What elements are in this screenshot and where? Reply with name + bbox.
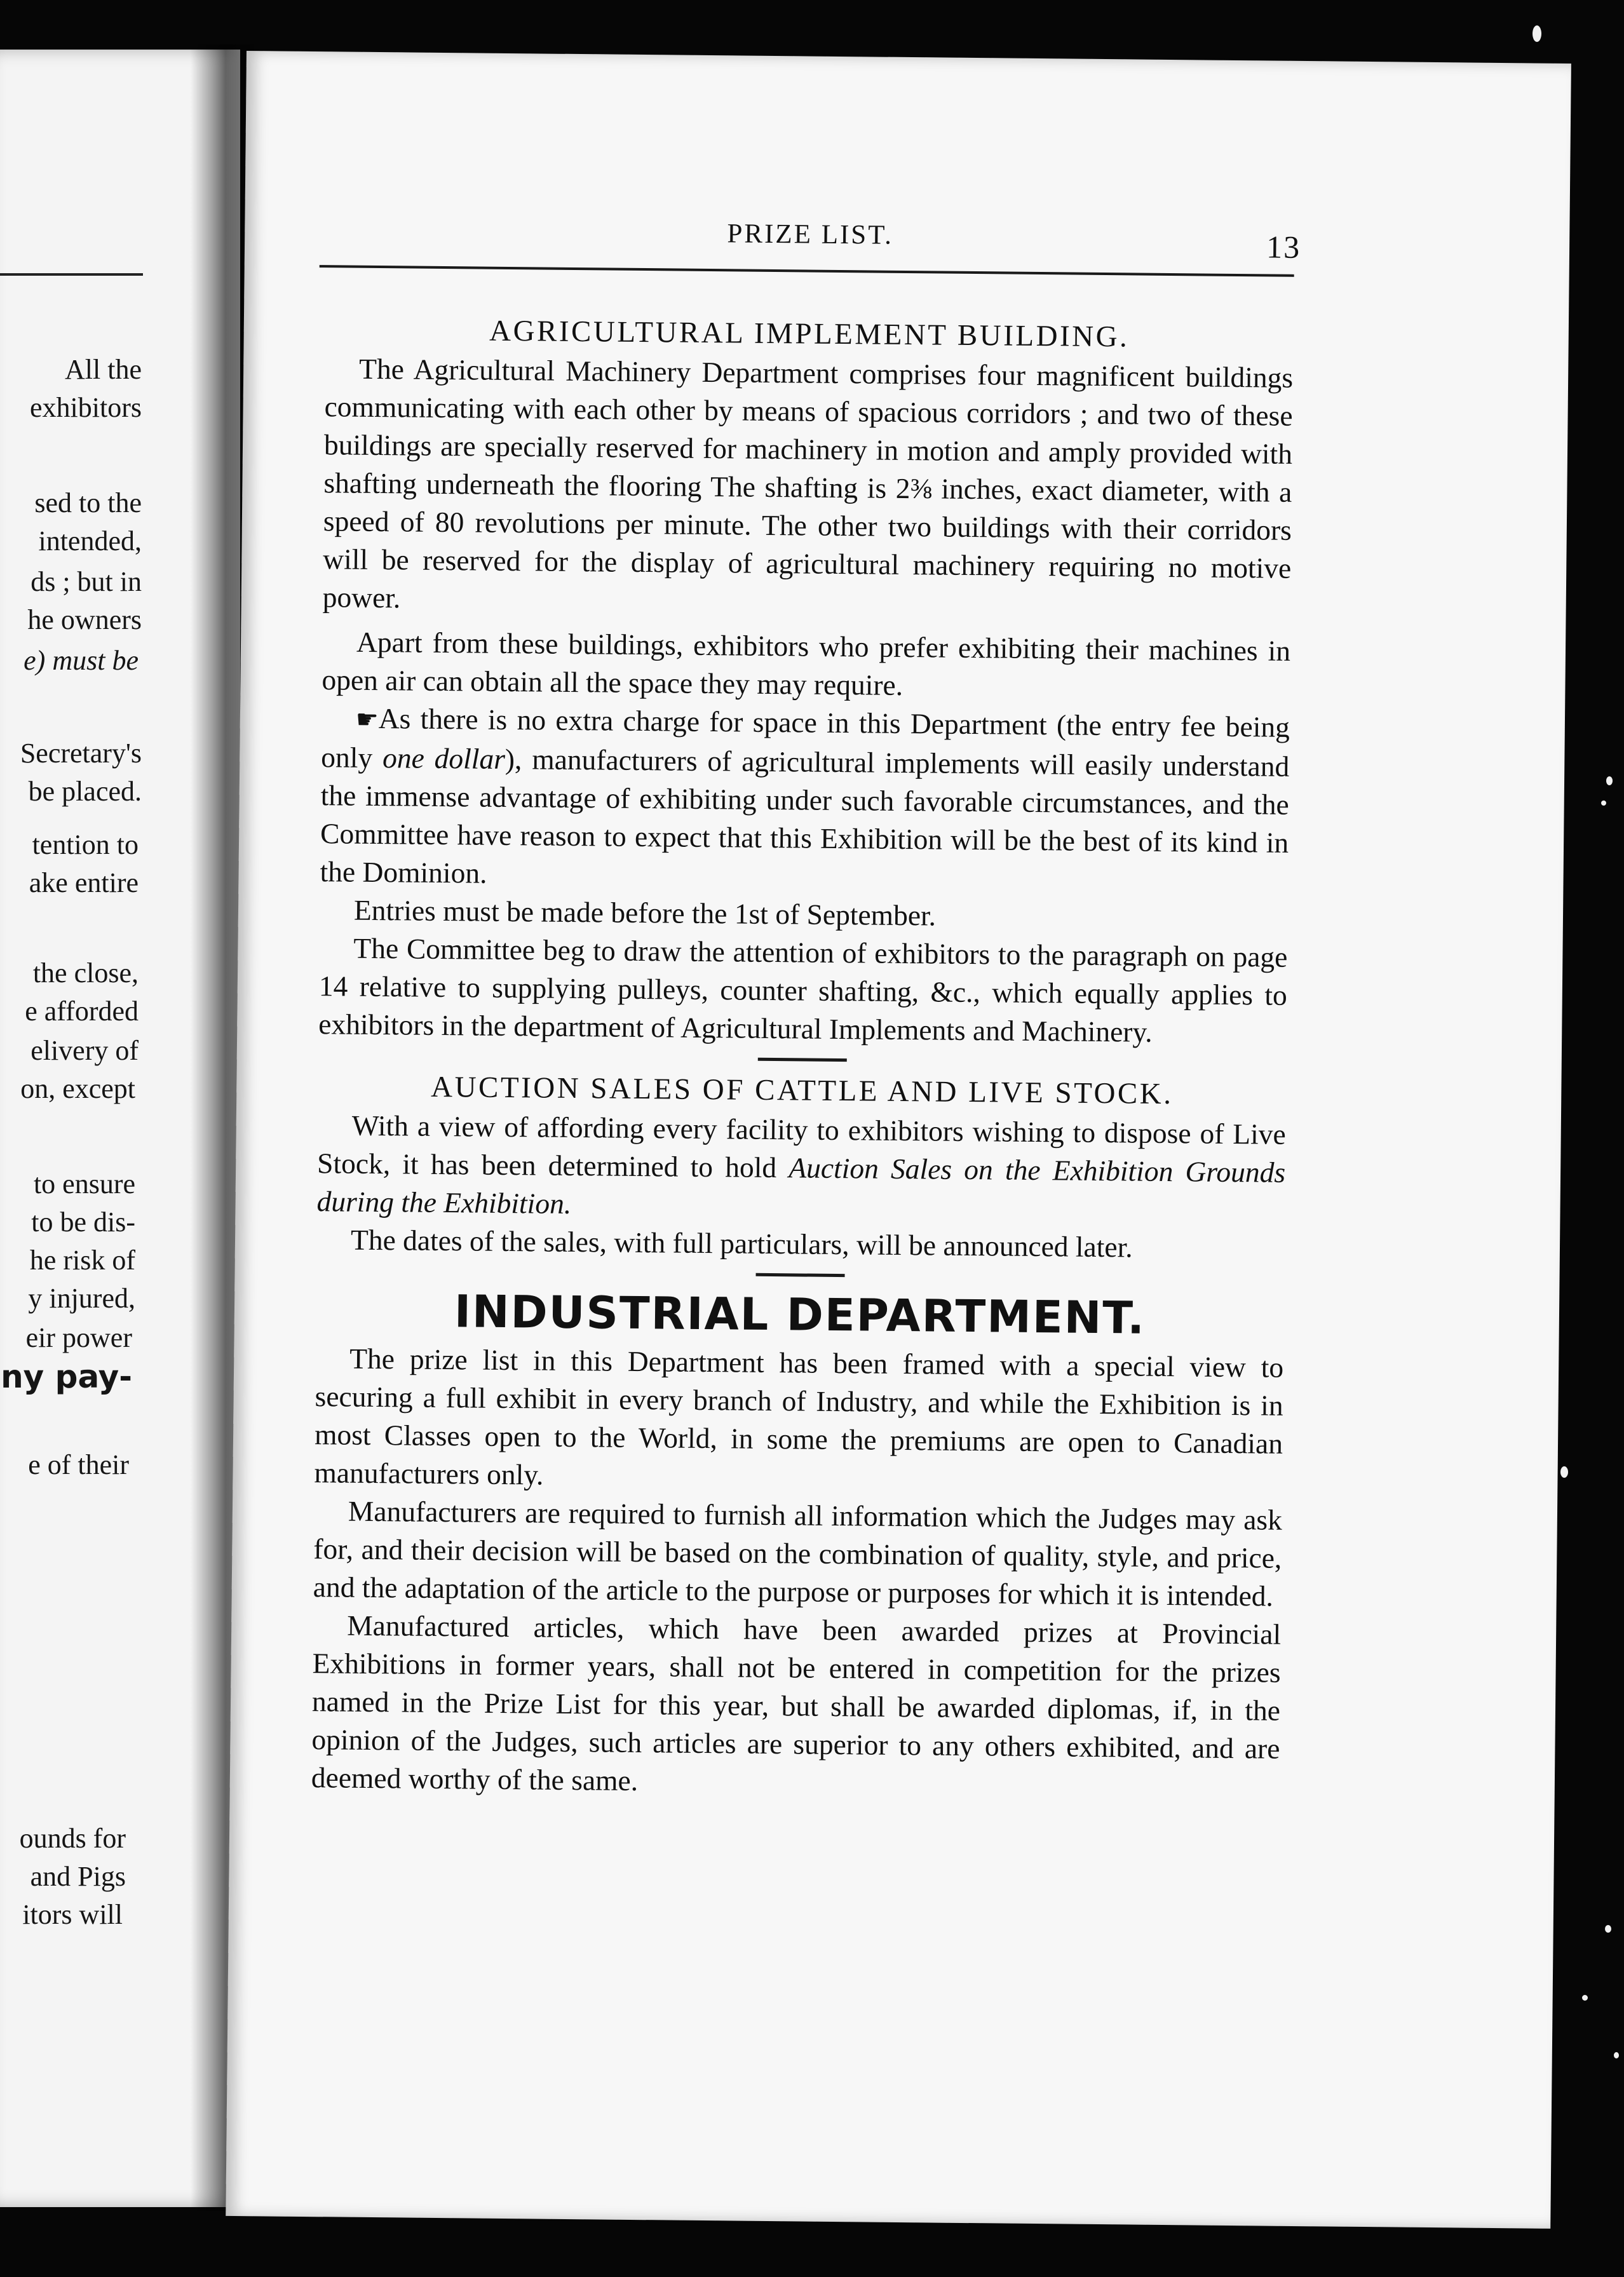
left-page-line: ake entire (29, 867, 139, 898)
left-page-line: elivery of (30, 1035, 139, 1066)
auction-paragraph: The dates of the sales, with full particulars, will be announced later. (350, 1223, 1133, 1264)
left-page-line: on, except (20, 1073, 135, 1104)
section-divider (756, 1273, 845, 1277)
pointing-hand-icon: ☛ (355, 705, 379, 735)
left-page-line: sed to the (34, 487, 142, 518)
left-page-line: intended, (38, 525, 142, 557)
document-page (226, 51, 1571, 2229)
left-page-line: eir power (25, 1322, 132, 1353)
dust-speck (1606, 776, 1613, 785)
left-page-line: itors will (22, 1899, 123, 1930)
dust-speck (1582, 1995, 1588, 2001)
left-page-line: and Pigs (30, 1861, 126, 1892)
left-page-line: e of their (28, 1449, 129, 1480)
agricultural-paragraph (320, 699, 1290, 900)
section-divider (758, 1058, 847, 1062)
left-page-line: e afforded (25, 996, 139, 1027)
dust-speck (1605, 1925, 1611, 1933)
left-page-line: exhibitors (30, 392, 142, 423)
left-page-line: be placed. (28, 776, 142, 807)
auction-heading: AUCTION SALES OF CATTLE AND LIVE STOCK. (430, 1070, 1174, 1111)
left-page-line: he owners (27, 604, 142, 635)
left-page-line: All the (65, 354, 142, 385)
left-page-line: to ensure (33, 1168, 135, 1199)
industrial-paragraph: Manufactured articles, which have been awarded prizes at Provincial Exhibitions in former years, shall not be entered in competition for the prizes named in the Prize List for this year, but shall be awarded diplomas, if, in the opinion of the Judges, such articles are superior to any others exhibited, and are deemed worthy of the same. (311, 1609, 1282, 1797)
running-header (325, 214, 1301, 300)
left-page-head-rule (0, 273, 143, 276)
emphasis-text: Auction Sales on the Exhibition Grounds during the Exhibition. (316, 1151, 1286, 1220)
left-page-line: y injured, (28, 1283, 135, 1314)
left-page-line: the close, (32, 957, 139, 989)
running-head-title: PRIZE LIST. (727, 219, 894, 250)
agricultural-paragraph: The Agricultural Machinery Department comprises four magnificent buildings communicating with each other by means of spacious corridors ; and two of these buildings are specially reserved for machinery in motion and amply provided with shafting underneath the flooring The shafting is 2⅜ inches, exact diameter, with a speed of 80 revolutions per minute. The other two buildings with their corridors will be reserved for the display of agricultural machinery requiring no motive power. (322, 352, 1294, 614)
dust-speck (1601, 801, 1606, 806)
left-page-line: ds ; but in (30, 566, 142, 597)
agricultural-paragraph: Entries must be made before the 1st of September. (353, 893, 937, 932)
agricultural-paragraph: Apart from these buildings, exhibitors who prefer exhibiting their machines in open air can obtain all the space they may require. (321, 625, 1291, 701)
page-number: 13 (1266, 229, 1301, 265)
auction-section (316, 1065, 1287, 1268)
dust-speck (1560, 1466, 1568, 1478)
dust-speck (1533, 25, 1541, 42)
industrial-section (311, 1281, 1285, 1806)
paragraph-text: As there is no extra charge for space in this Department (the entry fee being only (321, 702, 1290, 774)
auction-paragraph (316, 1106, 1286, 1230)
industrial-paragraph: The prize list in this Department has been framed with a special view to securing a full exhibit in every branch of Industry, and while the Exhibition is in most Classes open to the World, in some the premiums are open to Canadian manufacturers only. (314, 1342, 1284, 1491)
dust-speck (1614, 2052, 1619, 2058)
industrial-paragraph: Manufacturers are required to furnish all information which the Judges may ask for, and their decision will be based on the combination of quality, style, and price, and the adaptation of the article to the purpose or purposes for which it is intended. (313, 1494, 1283, 1612)
industrial-heading: INDUSTRIAL DEPARTMENT. (454, 1285, 1146, 1344)
header-rule (320, 265, 1294, 277)
left-page-line: to be dis- (31, 1206, 135, 1238)
left-page-line: ny pay- (1, 1358, 132, 1395)
page-body (311, 309, 1294, 1806)
left-page-line: he risk of (29, 1245, 135, 1276)
agricultural-paragraph: The Committee beg to draw the attention of exhibitors to the paragraph on page 14 relative to supplying pulleys, counter shafting, &c., which equally applies to exhibitors in the department of Agricultural Implements and Machinery. (318, 931, 1288, 1048)
emphasis-text: one dollar (382, 741, 506, 775)
left-page-line: ounds for (19, 1823, 126, 1854)
left-page-line: e) must be (24, 645, 139, 676)
left-page-line: Secretary's (20, 738, 142, 769)
paragraph-text: With a view of affording every facility to exhibitors wishing to dispose of Live Stock, it has been determined to hold (316, 1109, 1286, 1184)
paragraph-text: ), manufacturers of agricultural implements will easily understand the immense advantage of exhibiting under such favorable circumstances, and the Committee have reason to expect that this Exhibition will be the best of its kind in the Dominion. (320, 742, 1290, 889)
agricultural-heading: AGRICULTURAL IMPLEMENT BUILDING. (489, 314, 1130, 354)
agricultural-section (318, 309, 1294, 1053)
left-page-line: tention to (32, 829, 139, 860)
